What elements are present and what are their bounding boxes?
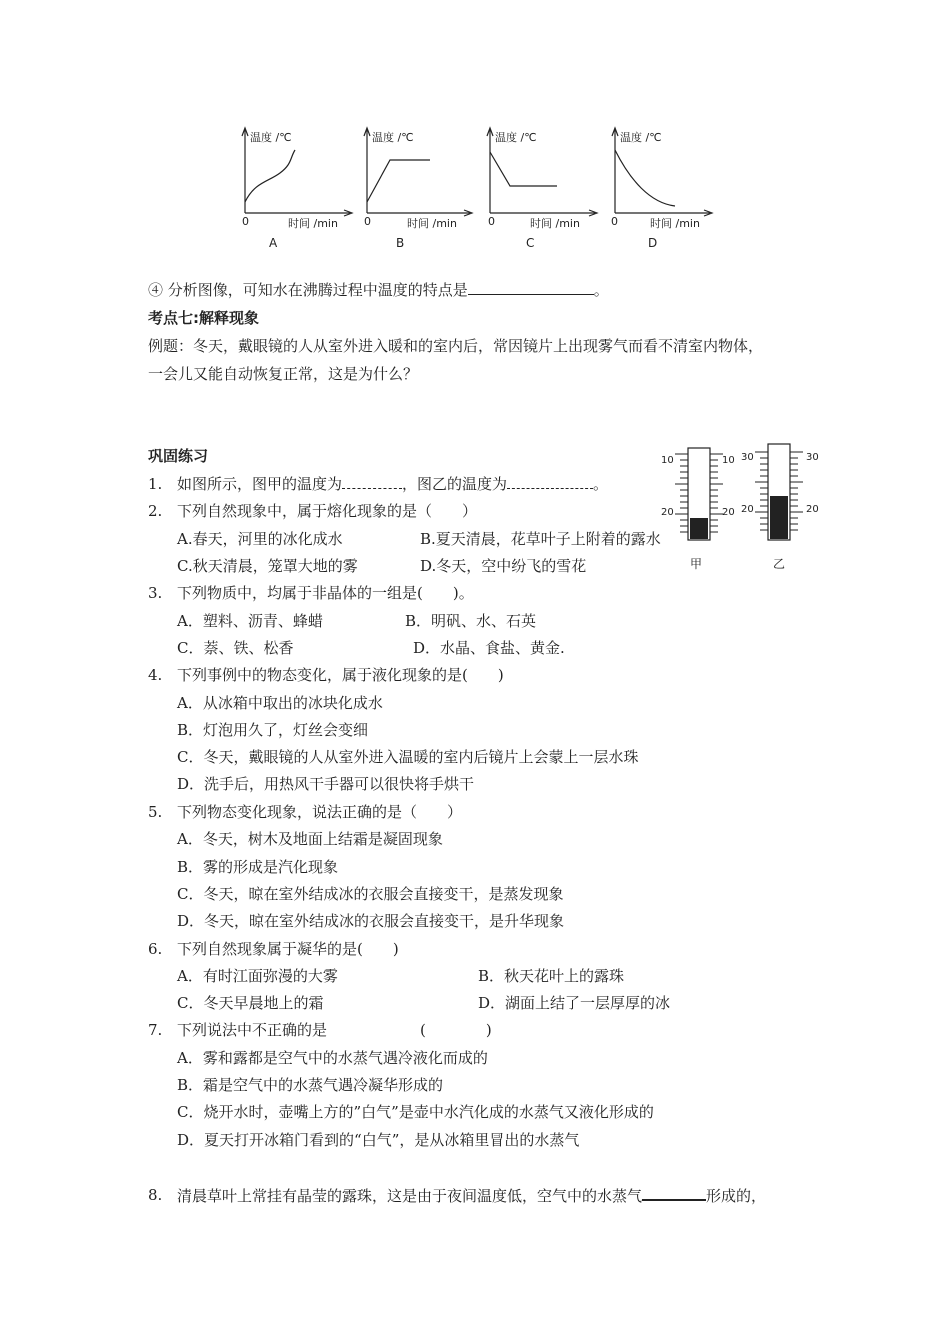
graph-c-x-label: 时间 /min <box>530 217 580 230</box>
q2-number: 2. <box>148 502 163 520</box>
q1-blank-jia[interactable] <box>342 474 402 489</box>
graph-d-x-label: 时间 /min <box>650 217 700 230</box>
section-title: 考点七:解释现象 <box>148 309 259 327</box>
q8-text <box>177 1185 766 1206</box>
q7-answer-paren[interactable]: ( ) <box>420 1021 492 1039</box>
q4-number: 4. <box>148 666 163 684</box>
q5-option-a[interactable]: A．冬天，树木及地面上结霜是凝固现象 <box>177 830 443 848</box>
q2-option-d[interactable]: D.冬天，空中纷飞的雪花 <box>420 557 587 575</box>
q7-option-d[interactable]: D．夏天打开冰箱门看到的“白气”，是从冰箱里冒出的水蒸气 <box>177 1131 580 1149</box>
boiling-question-end: 。 <box>593 281 609 299</box>
q7-option-a[interactable]: A．雾和露都是空气中的水蒸气遇冷液化而成的 <box>177 1049 488 1067</box>
q6-stem: 下列自然现象属于凝华的是( ) <box>177 940 399 958</box>
q7-number: 7. <box>148 1021 163 1039</box>
q8-number: 8. <box>148 1186 163 1204</box>
q1-text <box>177 474 608 494</box>
q4-option-b[interactable]: B．灯泡用久了，灯丝会变细 <box>177 721 369 739</box>
q8-part-a: 清晨草叶上常挂有晶莹的露珠，这是由于夜间温度低，空气中的水蒸气 <box>177 1187 643 1205</box>
thermometer-yi <box>755 444 803 540</box>
q5-option-b[interactable]: B．雾的形成是汽化现象 <box>177 858 339 876</box>
example-line-1: 例题：冬天，戴眼镜的人从室外进入暖和的室内后，常因镜片上出现雾气而看不清室内物体， <box>148 337 764 355</box>
q7-option-c[interactable]: C．烧开水时，壶嘴上方的”白气”是壶中水汽化成的水蒸气又液化形成的 <box>177 1103 654 1121</box>
q2-stem: 下列自然现象中，属于熔化现象的是（ ） <box>177 502 478 520</box>
thermometer-jia-label: 甲 <box>690 557 703 571</box>
q3-option-c[interactable]: C．萘、铁、松香 <box>177 639 294 657</box>
graph-d-letter: D <box>648 236 658 250</box>
graph-a-letter: A <box>269 236 278 250</box>
boiling-question <box>148 280 609 300</box>
q3-option-b[interactable]: B．明矾、水、石英 <box>405 612 537 630</box>
q6-option-a[interactable]: A．有时江面弥漫的大雾 <box>177 967 338 985</box>
q4-stem: 下列事例中的物态变化，属于液化现象的是( ) <box>177 666 504 684</box>
q3-option-d[interactable]: D．水晶、食盐、黄金. <box>413 639 565 657</box>
graph-b-origin: 0 <box>364 215 371 228</box>
graph-a-x-label: 时间 /min <box>288 217 338 230</box>
graph-c-letter: C <box>526 236 535 250</box>
q2-option-b[interactable]: B.夏天清晨，花草叶子上附着的露水 <box>420 530 661 548</box>
graph-d-y-label: 温度 /℃ <box>620 131 662 144</box>
graph-b-curve <box>367 160 430 202</box>
thermometer-yi-bottom-right: 20 <box>806 504 819 515</box>
thermometer-jia-bottom-right: 20 <box>722 507 735 518</box>
thermometer-yi-top-right: 30 <box>806 452 819 463</box>
q3-option-a[interactable]: A．塑料、沥青、蜂蜡 <box>177 612 323 630</box>
q2-option-a[interactable]: A.春天，河里的冰化成水 <box>177 530 343 548</box>
graph-c-y-label: 温度 /℃ <box>495 131 537 144</box>
q4-option-d[interactable]: D．洗手后，用热风干手器可以很快将手烘干 <box>177 775 475 793</box>
q6-option-d[interactable]: D．湖面上结了一层厚厚的冰 <box>478 994 671 1012</box>
q4-option-c[interactable]: C．冬天，戴眼镜的人从室外进入温暖的室内后镜片上会蒙上一层水珠 <box>177 748 639 766</box>
q7-option-b[interactable]: B．霜是空气中的水蒸气遇冷凝华形成的 <box>177 1076 444 1094</box>
graph-c-curve <box>490 152 557 186</box>
thermometer-jia <box>675 448 723 540</box>
q4-option-a[interactable]: A．从冰箱中取出的冰块化成水 <box>177 694 383 712</box>
practice-title: 巩固练习 <box>148 447 209 465</box>
thermometer-yi-bottom-left: 20 <box>741 504 754 515</box>
q6-number: 6. <box>148 940 163 958</box>
graph-a-curve <box>245 150 295 202</box>
q5-number: 5. <box>148 803 163 821</box>
q2-option-c[interactable]: C.秋天清晨，笼罩大地的雾 <box>177 557 358 575</box>
q5-option-c[interactable]: C．冬天，晾在室外结成冰的衣服会直接变干，是蒸发现象 <box>177 885 564 903</box>
q8-blank[interactable] <box>642 1185 706 1201</box>
thermometer-yi-label: 乙 <box>773 557 786 571</box>
graph-a-y-label: 温度 /℃ <box>250 131 292 144</box>
thermometer-jia-top-left: 10 <box>661 455 674 466</box>
boiling-answer-blank[interactable] <box>468 280 594 295</box>
q1-blank-yi[interactable] <box>507 474 593 489</box>
q6-option-c[interactable]: C．冬天早晨地上的霜 <box>177 994 324 1012</box>
q8-part-b: 形成的， <box>706 1187 767 1205</box>
q5-stem: 下列物态变化现象，说法正确的是（ ） <box>177 803 463 821</box>
q1-part-c: 。 <box>593 475 609 493</box>
q1-number: 1. <box>148 475 163 493</box>
graph-d-curve <box>615 150 675 206</box>
boiling-question-text: ④ 分析图像，可知水在沸腾过程中温度的特点是 <box>148 281 468 299</box>
thermometer-yi-top-left: 30 <box>741 452 754 463</box>
q1-part-a: 如图所示，图甲的温度为 <box>177 475 343 493</box>
thermometer-jia-bottom-left: 20 <box>661 507 674 518</box>
example-line-2: 一会儿又能自动恢复正常，这是为什么？ <box>148 365 419 383</box>
q6-option-b[interactable]: B．秋天花叶上的露珠 <box>478 967 625 985</box>
q3-number: 3. <box>148 584 163 602</box>
graph-b-letter: B <box>396 236 405 250</box>
graph-c-origin: 0 <box>488 215 495 228</box>
q5-option-d[interactable]: D．冬天，晾在室外结成冰的衣服会直接变干，是升华现象 <box>177 912 565 930</box>
q3-stem: 下列物质中，均属于非晶体的一组是( )。 <box>177 584 474 602</box>
thermometer-jia-top-right: 10 <box>722 455 735 466</box>
graph-d-origin: 0 <box>611 215 618 228</box>
graph-b-y-label: 温度 /℃ <box>372 131 414 144</box>
q7-stem: 下列说法中不正确的是 <box>177 1021 328 1039</box>
graph-a-origin: 0 <box>242 215 249 228</box>
graph-b-x-label: 时间 /min <box>407 217 457 230</box>
q1-part-b: ，图乙的温度为 <box>402 475 508 493</box>
